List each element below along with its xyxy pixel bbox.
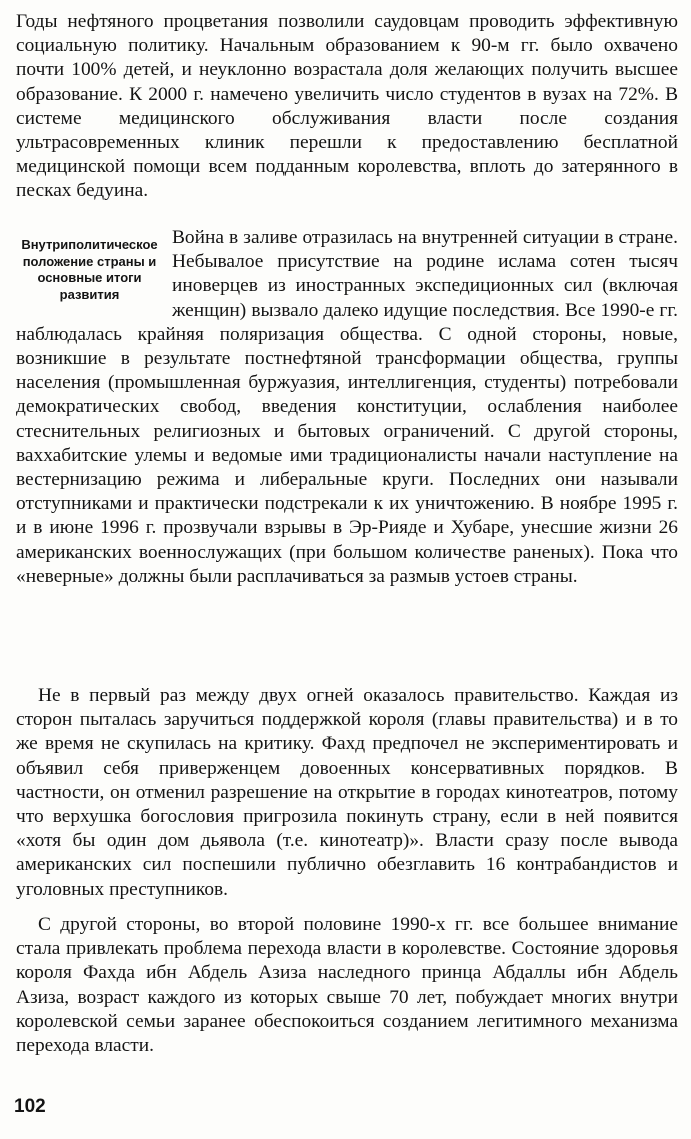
- section-internal-politics: [16, 226, 678, 589]
- page-number: 102: [14, 1096, 46, 1117]
- paragraph-gulf-war: Война в заливе отразилась на внутренней ситуации в стране. Небывалое присутствие на родине ислама сотен тысяч иноверцев из иностранных экспедиционных сил (включая женщин) вызвало далеко идущие последствия. Все 1990-е гг. наблюдалась крайняя поляризация общества. С одной стороны, новые, возникшие в результате постнефтяной трансформации общества, группы населения (промышленная буржуазия, интеллигенция, студенты) потребовали демократических свобод, введения конституции, ослабления наиболее стеснительных религиозных и бытовых ограничений. С другой стороны, ваххабитские улемы и ведомые ими традиционалисты начали наступление на вестернизацию режима и либеральные круги. Последних они называли отступниками и практически подстрекали к их уничтожению. В ноябре 1995 г. и в июне 1996 г. прозвучали взрывы в Эр-Рияде и Хубаре, унесшие жизни 26 американских военнослужащих (при большом количестве раненых). Пока что «неверные» должны были расплачиваться за размыв устоев страны.: [16, 227, 678, 587]
- paragraph-social-policy: Годы нефтяного процветания позволили саудовцам проводить эффективную социальную политику. Начальным образованием к 90-м гг. было охвачено почти 100% детей, и неуклонно возрастала доля желающих получить высшее образование. К 2000 г. намечено увеличить число студентов в вузах на 72%. В системе медицинского обслуживания власти после создания ультрасовременных клиник перешли к предоставлению бесплатной медицинской помощи всем подданным королевства, вплоть до затерянного в песках бедуина.: [16, 11, 678, 202]
- paragraph-government: Не в первый раз между двух огней оказалось правительство. Каждая из сторон пыталась заручиться поддержкой короля (главы правительства) и в то же время не скупилась на критику. Фахд предпочел не экспериментировать и объявил себя приверженцем довоенных консервативных порядков. В частности, он отменил разрешение на открытие в городах кинотеатров, потому что верхушка богословия пригрозила покинуть страну, если в ней появится «хотя бы один дом дьявола (т.е. кинотеатр)». Власти сразу после вывода американских сил поспешили публично обезглавить 16 контрабандистов и уголовных преступников.: [16, 685, 678, 900]
- paragraph-succession: С другой стороны, во второй половине 1990-х гг. все большее внимание стала привлекать проблема перехода власти в королевстве. Состояние здоровья короля Фахда ибн Абдель Азиза наследного принца Абдаллы ибн Абдель Азиза, возраст каждого из которых свыше 70 лет, побуждает многих внутри королевской семьи заранее обеспокоиться созданием легитимного механизма перехода власти.: [16, 914, 678, 1057]
- section-heading: Внутриполитическое положение страны и основные итоги развития: [21, 237, 158, 302]
